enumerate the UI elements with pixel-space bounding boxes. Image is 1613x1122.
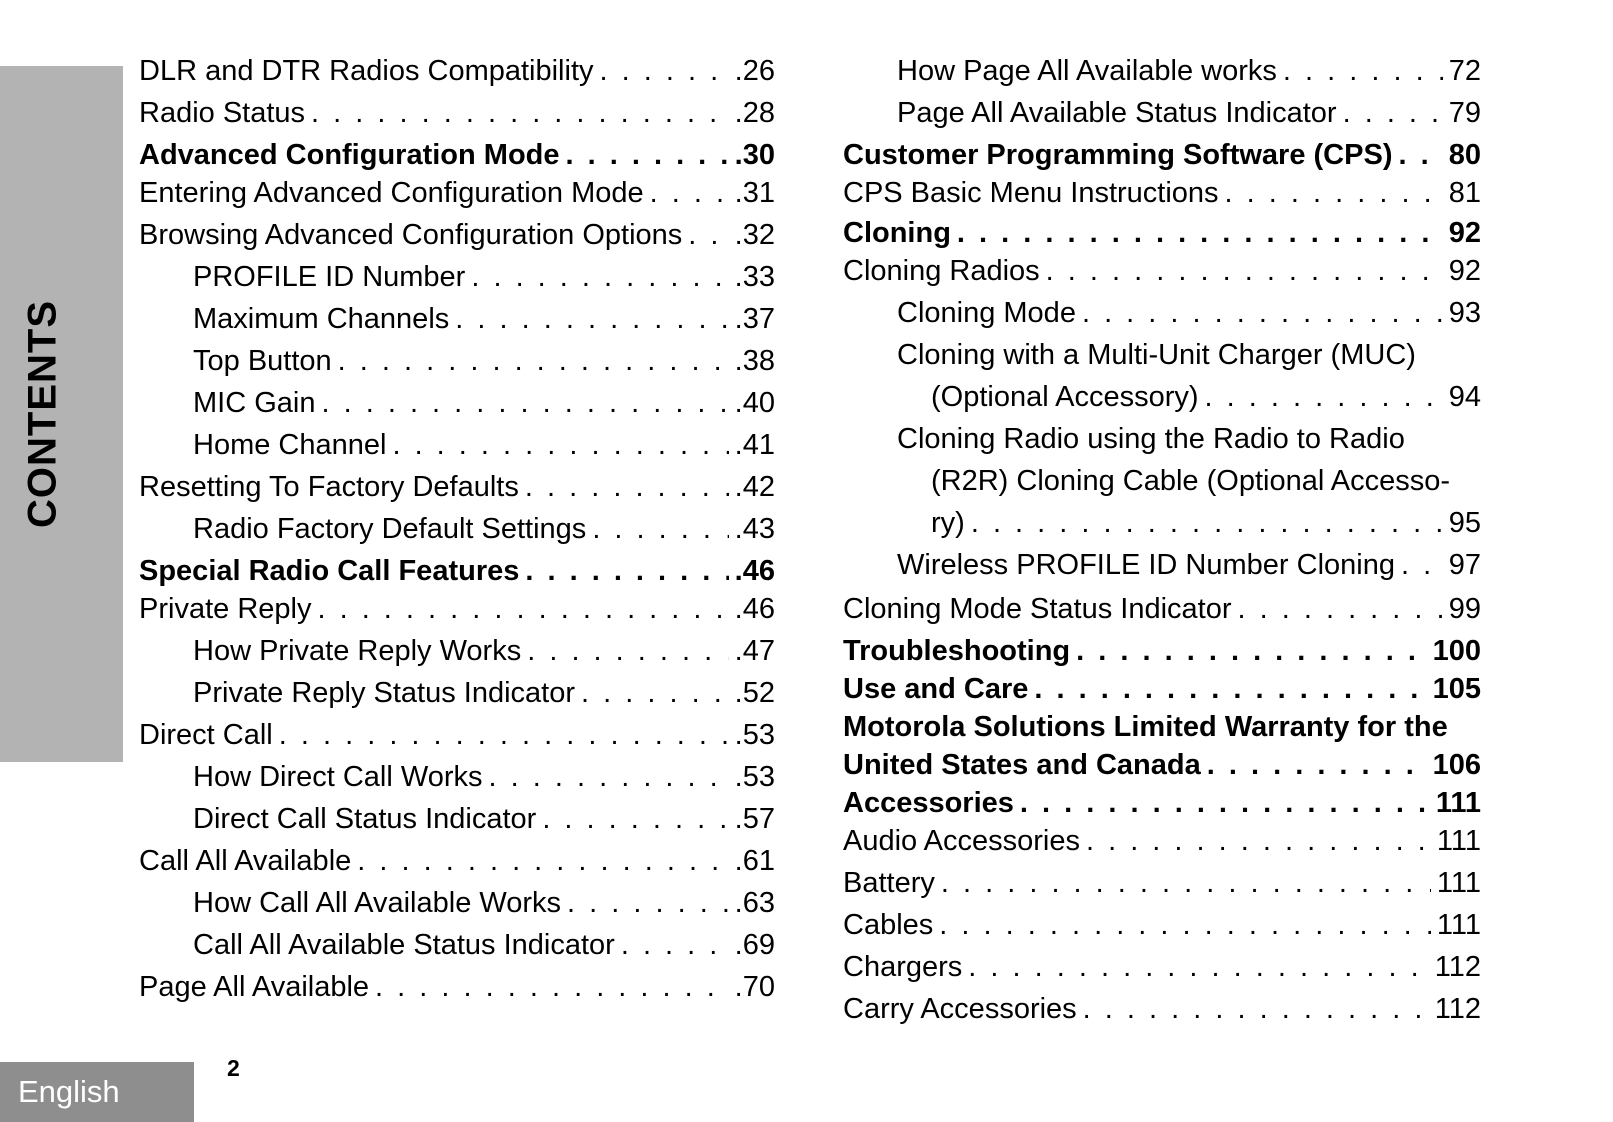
toc-entry[interactable] (843, 952, 1481, 982)
toc-entry-page: 92 (1448, 217, 1481, 249)
toc-leader (592, 514, 728, 544)
toc-entry-page: .26 (734, 55, 775, 87)
toc-entry-title: Cloning Mode Status Indicator (843, 593, 1232, 625)
toc-entry-title: How Call All Available Works (193, 887, 562, 919)
toc-entry-title: Troubleshooting (843, 635, 1071, 667)
toc-entry-title: Resetting To Factory Defaults (139, 471, 519, 503)
toc-entry-page: .43 (734, 513, 775, 545)
toc-leader (1225, 178, 1443, 208)
toc-subentry[interactable] (139, 762, 775, 792)
toc-entry-page: 100 (1432, 635, 1481, 667)
toc-entry-page: 106 (1432, 749, 1481, 781)
toc-entry-page: 99 (1448, 593, 1481, 625)
toc-subentry[interactable] (139, 304, 775, 334)
toc-entry-title: Home Channel (193, 429, 387, 461)
toc-entry-title: Private Reply Status Indicator (193, 677, 576, 709)
toc-entry-title: Direct Call (139, 719, 273, 751)
toc-subentry-continuation[interactable] (843, 508, 1481, 538)
toc-section-heading[interactable] (843, 218, 1481, 248)
toc-subentry[interactable] (139, 636, 775, 666)
toc-leader (1020, 788, 1430, 818)
toc-entry-title: How Page All Available works (897, 55, 1277, 87)
toc-entry-title: How Private Reply Works (193, 635, 522, 667)
language-label: English (18, 1074, 120, 1109)
toc-leader (567, 888, 729, 918)
toc-leader (1398, 140, 1442, 170)
toc-entry-title: Maximum Channels (193, 303, 450, 335)
toc-leader (471, 262, 728, 292)
toc-entry-page: .46 (734, 555, 775, 587)
toc-entry[interactable] (843, 594, 1481, 624)
toc-entry-title: Call All Available Status Indicator (193, 929, 615, 961)
toc-entry-title: Carry Accessories (843, 993, 1077, 1025)
toc-leader (1086, 826, 1431, 856)
toc-leader (621, 930, 729, 960)
toc-entry-page: .32 (734, 219, 775, 251)
toc-entry[interactable] (139, 98, 775, 128)
toc-entry-title: Advanced Configuration Mode (139, 139, 560, 171)
toc-entry-page: 95 (1448, 507, 1481, 539)
toc-entry[interactable] (139, 594, 775, 624)
toc-entry-page: .53 (734, 761, 775, 793)
toc-entry-title: MIC Gain (193, 387, 316, 419)
toc-leader (392, 430, 728, 460)
toc-entry-page: .30 (734, 139, 775, 171)
contents-tab-label: CONTENTS (20, 300, 65, 528)
toc-entry-page: 94 (1448, 381, 1481, 413)
toc-entry[interactable] (139, 972, 775, 1002)
toc-entry-page: .46 (734, 593, 775, 625)
toc-entry-page: .31 (734, 177, 775, 209)
toc-leader (971, 508, 1443, 538)
toc-subentry[interactable] (843, 56, 1481, 86)
toc-entry[interactable] (139, 178, 775, 208)
toc-entry-page: 80 (1448, 139, 1481, 171)
toc-entry-title: Use and Care (843, 673, 1029, 705)
toc-entry-page: .57 (734, 803, 775, 835)
toc-entry-page: 93 (1448, 297, 1481, 329)
toc-leader (941, 868, 1431, 898)
toc-entry-page: .70 (734, 971, 775, 1003)
toc-entry-title: Motorola Solutions Limited Warranty for the (843, 711, 1448, 743)
toc-entry[interactable] (843, 178, 1481, 208)
toc-leader (968, 952, 1428, 982)
toc-subentry[interactable] (139, 804, 775, 834)
toc-leader (311, 98, 729, 128)
toc-subentry[interactable] (139, 430, 775, 460)
toc-entry-page: .28 (734, 97, 775, 129)
toc-entry-page: .41 (734, 429, 775, 461)
toc-entry-title: Radio Status (139, 97, 306, 129)
toc-leader (1283, 56, 1443, 86)
toc-section-heading[interactable] (139, 556, 775, 586)
toc-entry-page: 81 (1448, 177, 1481, 209)
toc-entry-title: Battery (843, 867, 935, 899)
toc-entry[interactable] (139, 472, 775, 502)
toc-leader (527, 636, 728, 666)
toc-subentry[interactable] (843, 298, 1481, 328)
toc-entry[interactable] (843, 256, 1481, 286)
toc-section-heading[interactable] (843, 788, 1481, 818)
toc-leader (1238, 594, 1443, 624)
toc-leader (357, 846, 728, 876)
toc-entry-title: Accessories (843, 787, 1014, 819)
toc-entry-title: Radio Factory Default Settings (193, 513, 587, 545)
toc-entry[interactable] (843, 994, 1481, 1024)
toc-entry-page: .42 (734, 471, 775, 503)
toc-section-heading[interactable] (139, 140, 775, 170)
toc-entry-page: 111 (1435, 787, 1481, 819)
page-number: 2 (227, 1055, 240, 1081)
toc-entry-title: Cloning (843, 217, 951, 249)
toc-entry-page: .69 (734, 929, 775, 961)
toc-leader (525, 556, 728, 586)
toc-subentry[interactable] (843, 550, 1481, 580)
toc-entry[interactable] (139, 220, 775, 250)
toc-entry-page: .61 (734, 845, 775, 877)
toc-leader (650, 178, 729, 208)
toc-entry-page: .53 (734, 719, 775, 751)
toc-entry-page: 97 (1448, 549, 1481, 581)
toc-section-heading[interactable] (843, 636, 1481, 666)
toc-subentry[interactable] (139, 388, 775, 418)
toc-subentry[interactable] (843, 340, 1481, 370)
toc-entry-page: 79 (1448, 97, 1481, 129)
toc-entry-title: Entering Advanced Configuration Mode (139, 177, 644, 209)
toc-entry-title: Customer Programming Software (CPS) (843, 139, 1393, 171)
toc-leader (600, 56, 729, 86)
toc-leader (338, 346, 729, 376)
toc-entry-title: Audio Accessories (843, 825, 1080, 857)
toc-leader (279, 720, 729, 750)
toc-entry-title: CPS Basic Menu Instructions (843, 177, 1219, 209)
toc-leader (1082, 298, 1443, 328)
toc-entry[interactable] (843, 910, 1481, 940)
toc-entry-title: (R2R) Cloning Cable (Optional Accesso- (931, 465, 1450, 497)
toc-entry-page: 112 (1434, 951, 1481, 983)
toc-leader (939, 910, 1431, 940)
toc-entry-title: How Direct Call Works (193, 761, 483, 793)
language-tab (0, 1062, 194, 1122)
toc-leader (688, 220, 728, 250)
toc-leader (317, 594, 728, 624)
toc-leader (566, 140, 729, 170)
toc-leader (1401, 550, 1443, 580)
toc-subentry[interactable] (139, 262, 775, 292)
toc-entry-title: Cables (843, 909, 934, 941)
toc-leader (525, 472, 729, 502)
toc-entry-page: .47 (734, 635, 775, 667)
toc-section-heading[interactable] (843, 140, 1481, 170)
toc-entry-title: Top Button (193, 345, 332, 377)
toc-leader (375, 972, 729, 1002)
toc-entry-title: PROFILE ID Number (193, 261, 466, 293)
toc-entry-title: United States and Canada (843, 749, 1201, 781)
toc-entry-page: 92 (1448, 255, 1481, 287)
toc-entry-title: Page All Available (139, 971, 370, 1003)
toc-subentry-continuation[interactable] (843, 382, 1481, 412)
toc-entry-title: Chargers (843, 951, 963, 983)
toc-entry-title: Cloning Mode (897, 297, 1076, 329)
toc-leader (1083, 994, 1429, 1024)
toc-entry-page: 111 (1436, 825, 1481, 857)
toc-entry-page: 105 (1432, 673, 1481, 705)
toc-subentry[interactable] (139, 514, 775, 544)
toc-entry-title: (Optional Accessory) (931, 381, 1199, 413)
toc-subentry[interactable] (843, 98, 1481, 128)
toc-entry-page: 112 (1434, 993, 1481, 1025)
toc-entry-title: Cloning Radios (843, 255, 1040, 287)
toc-subentry[interactable] (139, 930, 775, 960)
toc-entry-title: Special Radio Call Features (139, 555, 520, 587)
toc-leader (542, 804, 728, 834)
toc-leader (1343, 98, 1443, 128)
toc-entry-page: 72 (1448, 55, 1481, 87)
toc-subentry[interactable] (139, 888, 775, 918)
toc-leader (1076, 636, 1426, 666)
toc-leader (1207, 750, 1427, 780)
toc-entry[interactable] (843, 826, 1481, 856)
toc-leader (1046, 256, 1443, 286)
toc-entry-page: .63 (734, 887, 775, 919)
toc-entry[interactable] (139, 846, 775, 876)
toc-entry-title: ry) (931, 507, 965, 539)
toc-entry-title: Direct Call Status Indicator (193, 803, 537, 835)
toc-subentry[interactable] (139, 346, 775, 376)
toc-entry[interactable] (139, 720, 775, 750)
toc-leader (1205, 382, 1443, 412)
toc-subentry[interactable] (843, 424, 1481, 454)
toc-leader (455, 304, 728, 334)
toc-leader (1034, 674, 1426, 704)
toc-entry-title: Call All Available (139, 845, 352, 877)
toc-entry-title: Page All Available Status Indicator (897, 97, 1337, 129)
toc-entry-page: .38 (734, 345, 775, 377)
toc-entry-title: Wireless PROFILE ID Number Cloning (897, 549, 1395, 581)
toc-leader (957, 218, 1443, 248)
toc-entry-title: Browsing Advanced Configuration Options (139, 219, 683, 251)
toc-entry-title: Cloning with a Multi-Unit Charger (MUC) (897, 339, 1416, 371)
toc-subentry[interactable] (139, 678, 775, 708)
toc-entry[interactable] (843, 868, 1481, 898)
toc-leader (581, 678, 729, 708)
toc-leader (321, 388, 728, 418)
toc-entry-page: 111 (1436, 909, 1481, 941)
toc-entry-page: .33 (734, 261, 775, 293)
toc-entry-title: Cloning Radio using the Radio to Radio (897, 423, 1405, 455)
toc-entry-page: 111 (1436, 867, 1481, 899)
toc-section-heading-continuation[interactable] (843, 750, 1481, 780)
toc-subentry-continuation[interactable] (843, 466, 1481, 496)
toc-entry-page: .37 (734, 303, 775, 335)
toc-entry-title: DLR and DTR Radios Compatibility (139, 55, 594, 87)
toc-section-heading[interactable] (843, 712, 1481, 742)
toc-leader (489, 762, 729, 792)
toc-entry-page: .40 (734, 387, 775, 419)
toc-entry-title: Private Reply (139, 593, 312, 625)
toc-section-heading[interactable] (843, 674, 1481, 704)
toc-entry-page: .52 (734, 677, 775, 709)
toc-entry[interactable] (139, 56, 775, 86)
